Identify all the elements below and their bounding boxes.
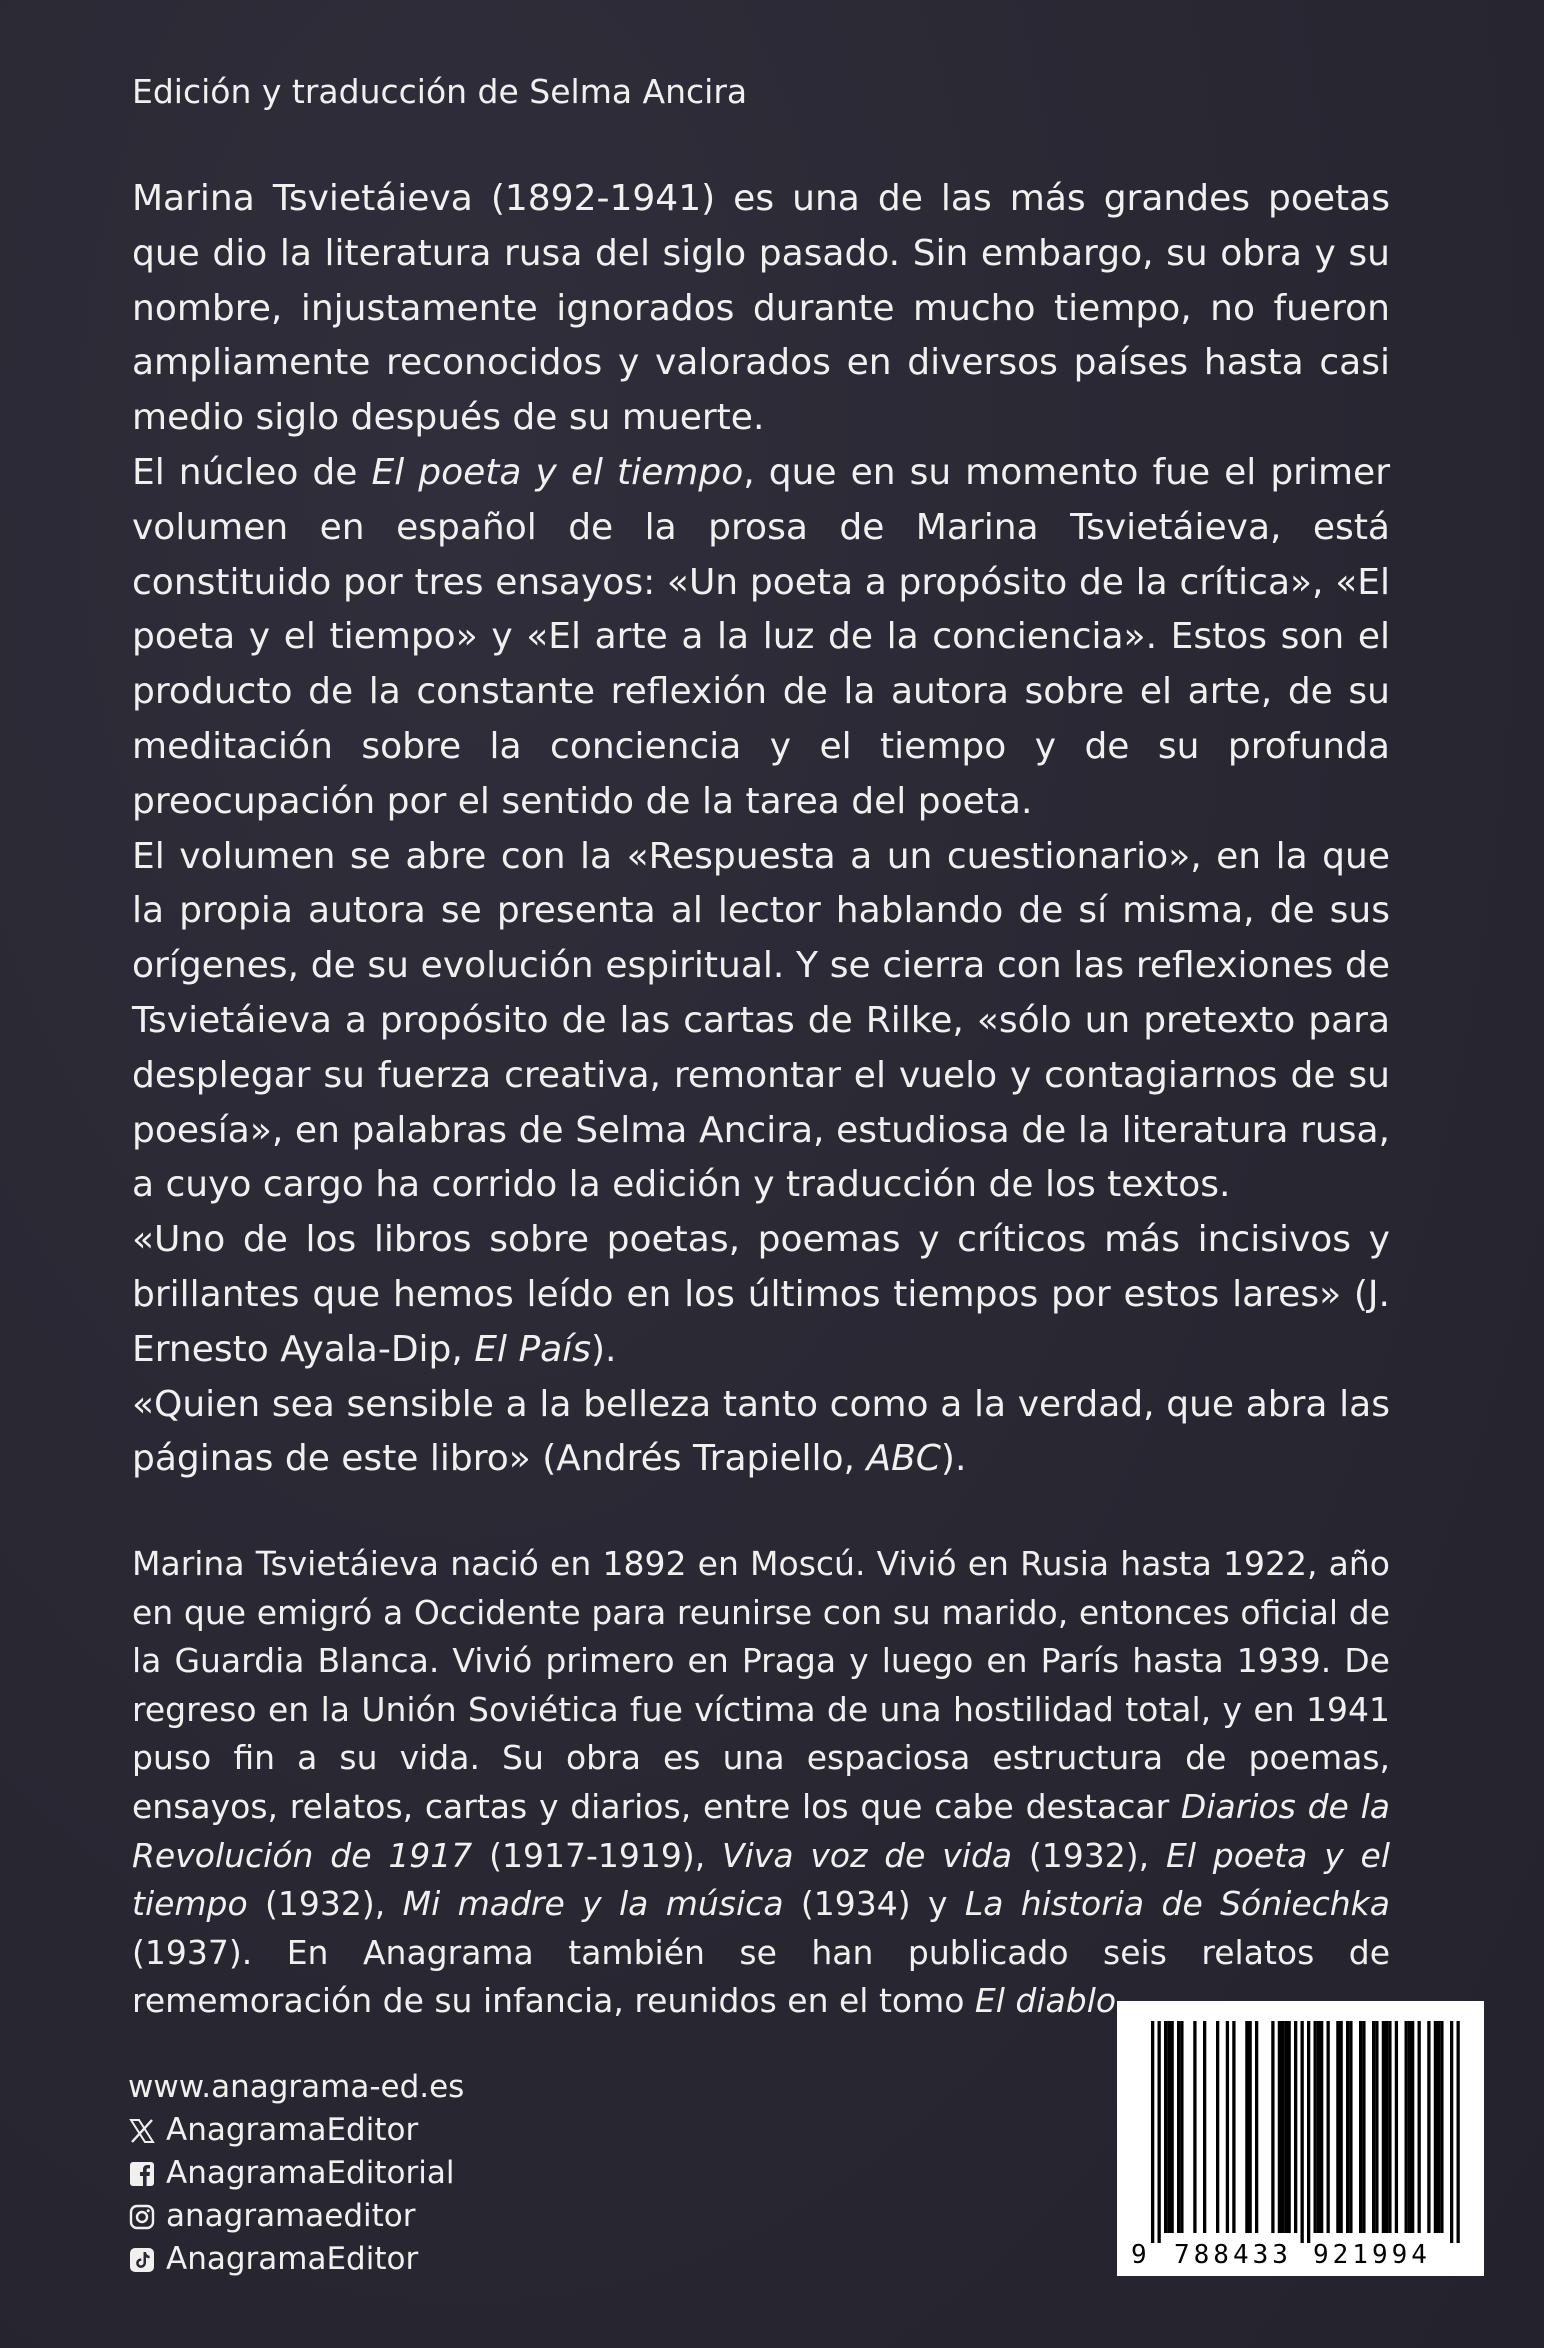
quote-source: El País: [474, 1328, 591, 1370]
press-quote-1: «Uno de los libros sobre poetas, poemas y críticos más incisivos y brillantes que hemos leído en los últimos tiempos por estos lares» (J. Ernesto Ayala-Dip, El País).: [132, 1219, 1390, 1370]
blurb-paragraph-1: Marina Tsvietáieva (1892-1941) es una de las más grandes poetas que dio la literatura rusa del siglo pasado. Sin embargo, su obra y su nombre, injustamente ignorados durante mucho tiempo, no fueron ampliamente reconocidos y valorados en diversos países hasta casi medio siglo después de su muerte.: [132, 178, 1390, 439]
work-title: Mi madre y la música: [402, 1884, 784, 1924]
barcode-bar: [1405, 2021, 1408, 2233]
barcode-bar: [1336, 2021, 1339, 2233]
barcode-bar: [1434, 2021, 1437, 2233]
barcode-bar: [1288, 2021, 1291, 2233]
blurb-paragraph-2: El núcleo de El poeta y el tiempo, que en su momento fue el primer volumen en español de la prosa de Marina Tsvietáieva, está constituido por tres ensayos: «Un poeta a propósito de la crítica», «El poeta y el tiempo» y «El arte a la luz de la conciencia». Estos son el producto de la constante reflexión de la autora sobre el arte, de su meditación sobre la conciencia y el tiempo y de su profunda preocupación por el sentido de la tarea del poeta.: [132, 451, 1391, 822]
barcode-bar: [1385, 2021, 1388, 2233]
barcode-bar: [1193, 2021, 1196, 2233]
barcode-digits-left: 788433: [1174, 2240, 1292, 2270]
translator-credit: Edición y traducción de Selma Ancira: [132, 72, 748, 111]
x-icon: [128, 2117, 156, 2145]
instagram-link[interactable]: anagramaeditor: [128, 2195, 464, 2238]
barcode-bar: [1346, 2021, 1349, 2233]
barcode-bar: [1278, 2021, 1281, 2233]
barcode-bar: [1158, 2021, 1161, 2243]
barcode-bar: [1457, 2021, 1460, 2243]
isbn-barcode: [1117, 2001, 1484, 2276]
barcode-bar: [1437, 2021, 1440, 2233]
barcode-bar: [1249, 2021, 1252, 2233]
barcode-bar: [1382, 2021, 1385, 2233]
barcode-bar: [1271, 2021, 1274, 2233]
work-title: Diarios de la Revolución de 1917: [132, 1786, 1391, 1875]
barcode-bar: [1167, 2021, 1170, 2233]
publisher-links: [128, 2066, 464, 2281]
barcode-bar: [1327, 2021, 1330, 2233]
barcode-bar: [1427, 2021, 1430, 2233]
barcode-bar: [1408, 2021, 1411, 2233]
blurb-text: [132, 172, 1390, 1487]
barcode-bar: [1349, 2021, 1352, 2233]
barcode-bar: [1418, 2021, 1421, 2233]
barcode-bar: [1317, 2021, 1320, 2233]
barcode-bar: [1395, 2021, 1398, 2233]
facebook-icon: [128, 2160, 156, 2188]
barcode-bar: [1232, 2021, 1235, 2233]
barcode-bar: [1180, 2021, 1183, 2233]
facebook-link[interactable]: AnagramaEditorial: [128, 2152, 464, 2195]
barcode-bar: [1375, 2021, 1378, 2233]
work-title: El poeta y el tiempo: [132, 1835, 1391, 1924]
barcode-bar: [1450, 2021, 1453, 2243]
barcode-bar: [1340, 2021, 1343, 2233]
barcode-digit-prefix: 9: [1131, 2240, 1147, 2270]
barcode-bar: [1362, 2021, 1365, 2233]
barcode-bar: [1388, 2021, 1391, 2233]
barcode-bar: [1320, 2021, 1323, 2233]
barcode-bar: [1281, 2021, 1284, 2233]
author-bio: Marina Tsvietáieva nació en 1892 en Moscú. Vivió en Rusia hasta 1922, año en que emigró a Occidente para reunirse con su marido, entonces oficial de la Guardia Blanca. Vivió primero en Praga y luego en París hasta 1939. De regreso en la Unión Soviética fue víctima de una hostilidad total, y en 1941 puso fin a su vida. Su obra es una espaciosa estructura de poemas, ensayos, relatos, cartas y diarios, entre los que cabe destacar Diarios de la Revolución de 1917 (1917-1919), Viva voz de vida (1932), El poeta y el tiempo (1932), Mi madre y la música (1934) y La historia de Sóniechka (1937). En Anagrama también se han publicado seis relatos de rememoración de su infancia, reunidos en el tomo El diablo: [132, 1544, 1391, 2021]
instagram-icon: [128, 2203, 156, 2231]
barcode-bar: [1372, 2021, 1375, 2233]
barcode-bar: [1314, 2021, 1317, 2233]
tiktok-link[interactable]: AnagramaEditor: [128, 2238, 464, 2281]
x-link[interactable]: AnagramaEditor: [128, 2109, 464, 2152]
barcode-bar: [1294, 2021, 1297, 2233]
barcode-bar: [1284, 2021, 1287, 2233]
quote-source: ABC: [866, 1438, 941, 1480]
website-link[interactable]: www.anagrama-ed.es: [128, 2069, 465, 2105]
barcode-bar: [1307, 2021, 1310, 2243]
barcode-bar: [1177, 2021, 1180, 2233]
barcode-bar: [1301, 2021, 1304, 2243]
barcode-bar: [1255, 2021, 1258, 2233]
tiktok-icon: [128, 2246, 156, 2274]
barcode-bar: [1359, 2021, 1362, 2233]
barcode-bar: [1245, 2021, 1248, 2233]
work-title: La historia de Sóniechka: [964, 1884, 1391, 1924]
work-title: Viva voz de vida: [722, 1835, 1013, 1875]
barcode-bar: [1171, 2021, 1174, 2233]
press-quote-2: «Quien sea sensible a la belleza tanto como a la verdad, que abra las páginas de este libro» (Andrés Trapiello, ABC).: [132, 1383, 1390, 1480]
barcode-bar: [1203, 2021, 1206, 2233]
work-title: El diablo: [974, 1981, 1117, 2021]
barcode-graphic: [1117, 2001, 1484, 2276]
barcode-bar: [1216, 2021, 1219, 2233]
barcode-bar: [1411, 2021, 1414, 2233]
barcode-digits-right: 921994: [1313, 2240, 1431, 2270]
barcode-bar: [1164, 2021, 1167, 2233]
barcode-bar: [1151, 2021, 1154, 2243]
barcode-bar: [1226, 2021, 1229, 2233]
book-title: El poeta y el tiempo: [371, 451, 744, 493]
blurb-paragraph-3: El volumen se abre con la «Respuesta a un cuestionario», en la que la propia autora se presenta al lector hablando de sí misma, de sus orígenes, de su evolución espiritual. Y se cierra con las reflexiones de Tsvietáieva a propósito de las cartas de Rilke, «sólo un pretexto para desplegar su fuerza creativa, remontar el vuelo y contagiarnos de su poesía», en palabras de Selma Ancira, estudiosa de la literatura rusa, a cuyo cargo ha corrido la edición y traducción de los textos.: [132, 835, 1390, 1206]
barcode-bar: [1440, 2021, 1443, 2233]
